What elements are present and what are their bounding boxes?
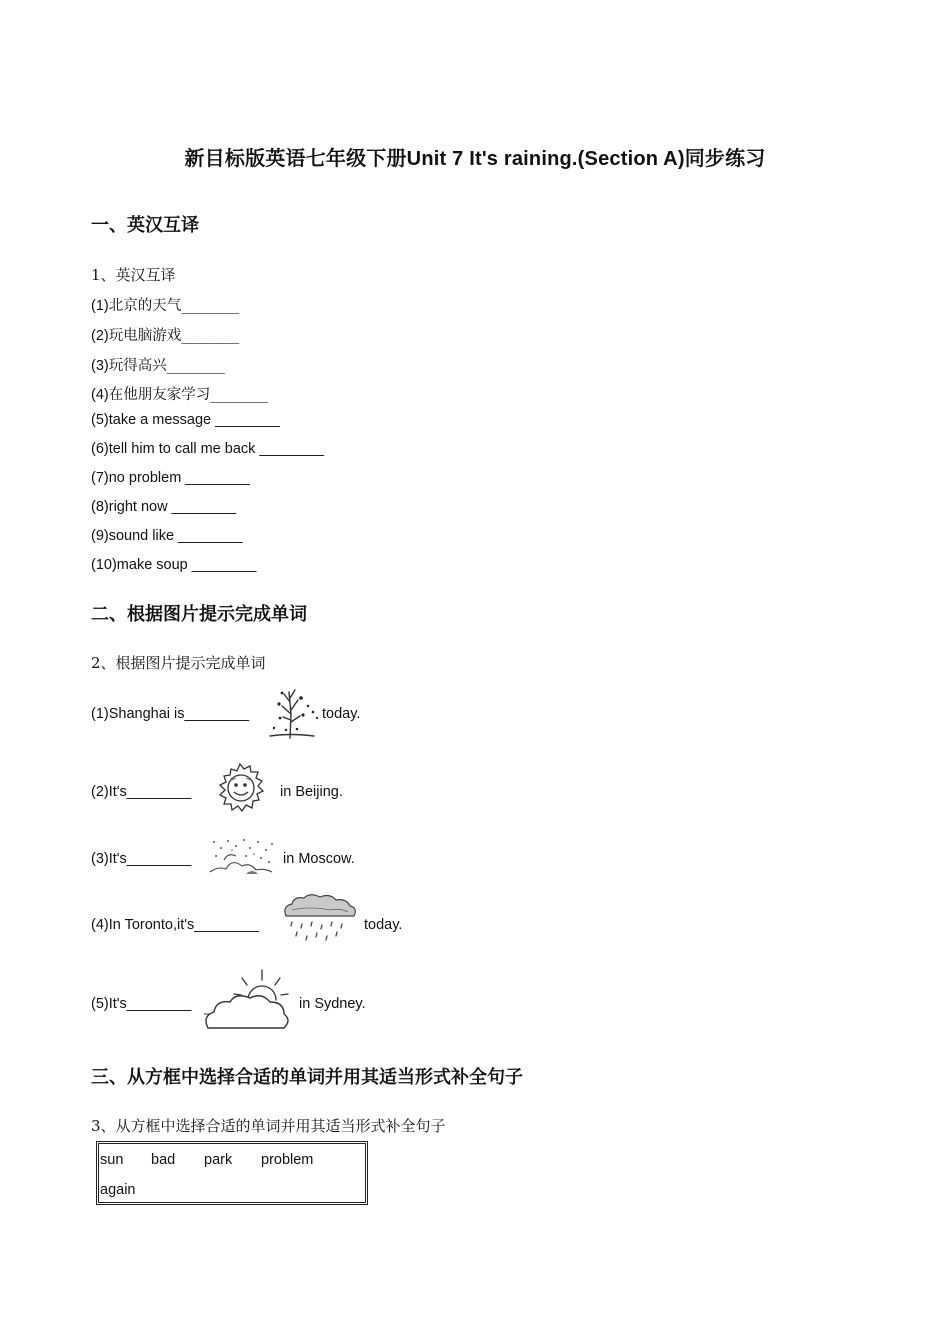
picture-item-after: in Sydney. — [299, 996, 366, 1012]
section-heading-1: 一、英汉互译 — [91, 215, 199, 235]
picture-item-after: in Beijing. — [280, 784, 343, 800]
translation-item — [91, 354, 225, 375]
section-heading-2: 二、根据图片提示完成单词 — [91, 604, 307, 624]
item-text: right now ________ — [108, 499, 237, 515]
item-number: (9) — [91, 528, 109, 544]
translation-item — [91, 383, 268, 404]
translation-item — [91, 441, 324, 457]
item-number: (10) — [91, 557, 117, 573]
picture-item-after: today. — [322, 706, 361, 722]
picture-item-text: (4)In Toronto,it's________ — [91, 917, 259, 933]
item-number: (3) — [91, 358, 109, 374]
translation-item — [91, 470, 250, 486]
item-number: (1) — [91, 298, 109, 314]
item-text: tell him to call me back ________ — [108, 441, 324, 457]
word-box — [96, 1141, 368, 1205]
word-box-word: bad — [151, 1152, 176, 1168]
sun-icon — [210, 760, 270, 818]
translation-item — [91, 528, 243, 544]
item-text: 在他朋友家学习________ — [108, 387, 269, 403]
section-heading-3: 三、从方框中选择合适的单词并用其适当形式补全句子 — [91, 1067, 523, 1087]
item-text: 玩得高兴________ — [108, 358, 225, 374]
translation-item — [91, 324, 239, 345]
translation-item — [91, 294, 239, 315]
picture-item-after: today. — [364, 917, 403, 933]
picture-item-text: (5)It's________ — [91, 996, 192, 1012]
item-text: 北京的天气________ — [108, 298, 240, 314]
sun-behind-cloud-icon — [200, 966, 294, 1036]
question-intro-3: 3、从方框中选择合适的单词并用其适当形式补全句子 — [91, 1117, 446, 1135]
picture-item-text: (2)It's________ — [91, 784, 192, 800]
translation-item — [91, 499, 236, 515]
item-number: (7) — [91, 470, 109, 486]
item-text: no problem ________ — [108, 470, 250, 486]
word-box-word: again — [100, 1182, 136, 1198]
item-text: make soup ________ — [116, 557, 257, 573]
picture-item-after: in Moscow. — [283, 851, 355, 867]
item-number: (8) — [91, 499, 109, 515]
picture-item-text: (1)Shanghai is________ — [91, 706, 250, 722]
picture-item-text: (3)It's________ — [91, 851, 192, 867]
word-box-word: park — [204, 1152, 233, 1168]
item-number: (4) — [91, 387, 109, 403]
item-number: (5) — [91, 412, 109, 428]
question-intro-2: 2、根据图片提示完成单词 — [91, 654, 266, 672]
windy-tree-icon — [264, 684, 322, 742]
item-number: (6) — [91, 441, 109, 457]
page-title: 新目标版英语七年级下册Unit 7 It's raining.(Section A)同步练习 — [184, 148, 766, 170]
translation-item — [91, 557, 256, 573]
question-intro-1: 1、英汉互译 — [91, 266, 176, 284]
word-box-word: problem — [261, 1152, 314, 1168]
item-text: 玩电脑游戏________ — [108, 328, 240, 344]
item-number: (2) — [91, 328, 109, 344]
item-text: sound like ________ — [108, 528, 243, 544]
item-text: take a message ________ — [108, 412, 280, 428]
rain-cloud-icon — [280, 892, 360, 942]
word-box-word: sun — [100, 1152, 124, 1168]
snow-icon — [206, 836, 276, 878]
translation-item — [91, 412, 280, 428]
